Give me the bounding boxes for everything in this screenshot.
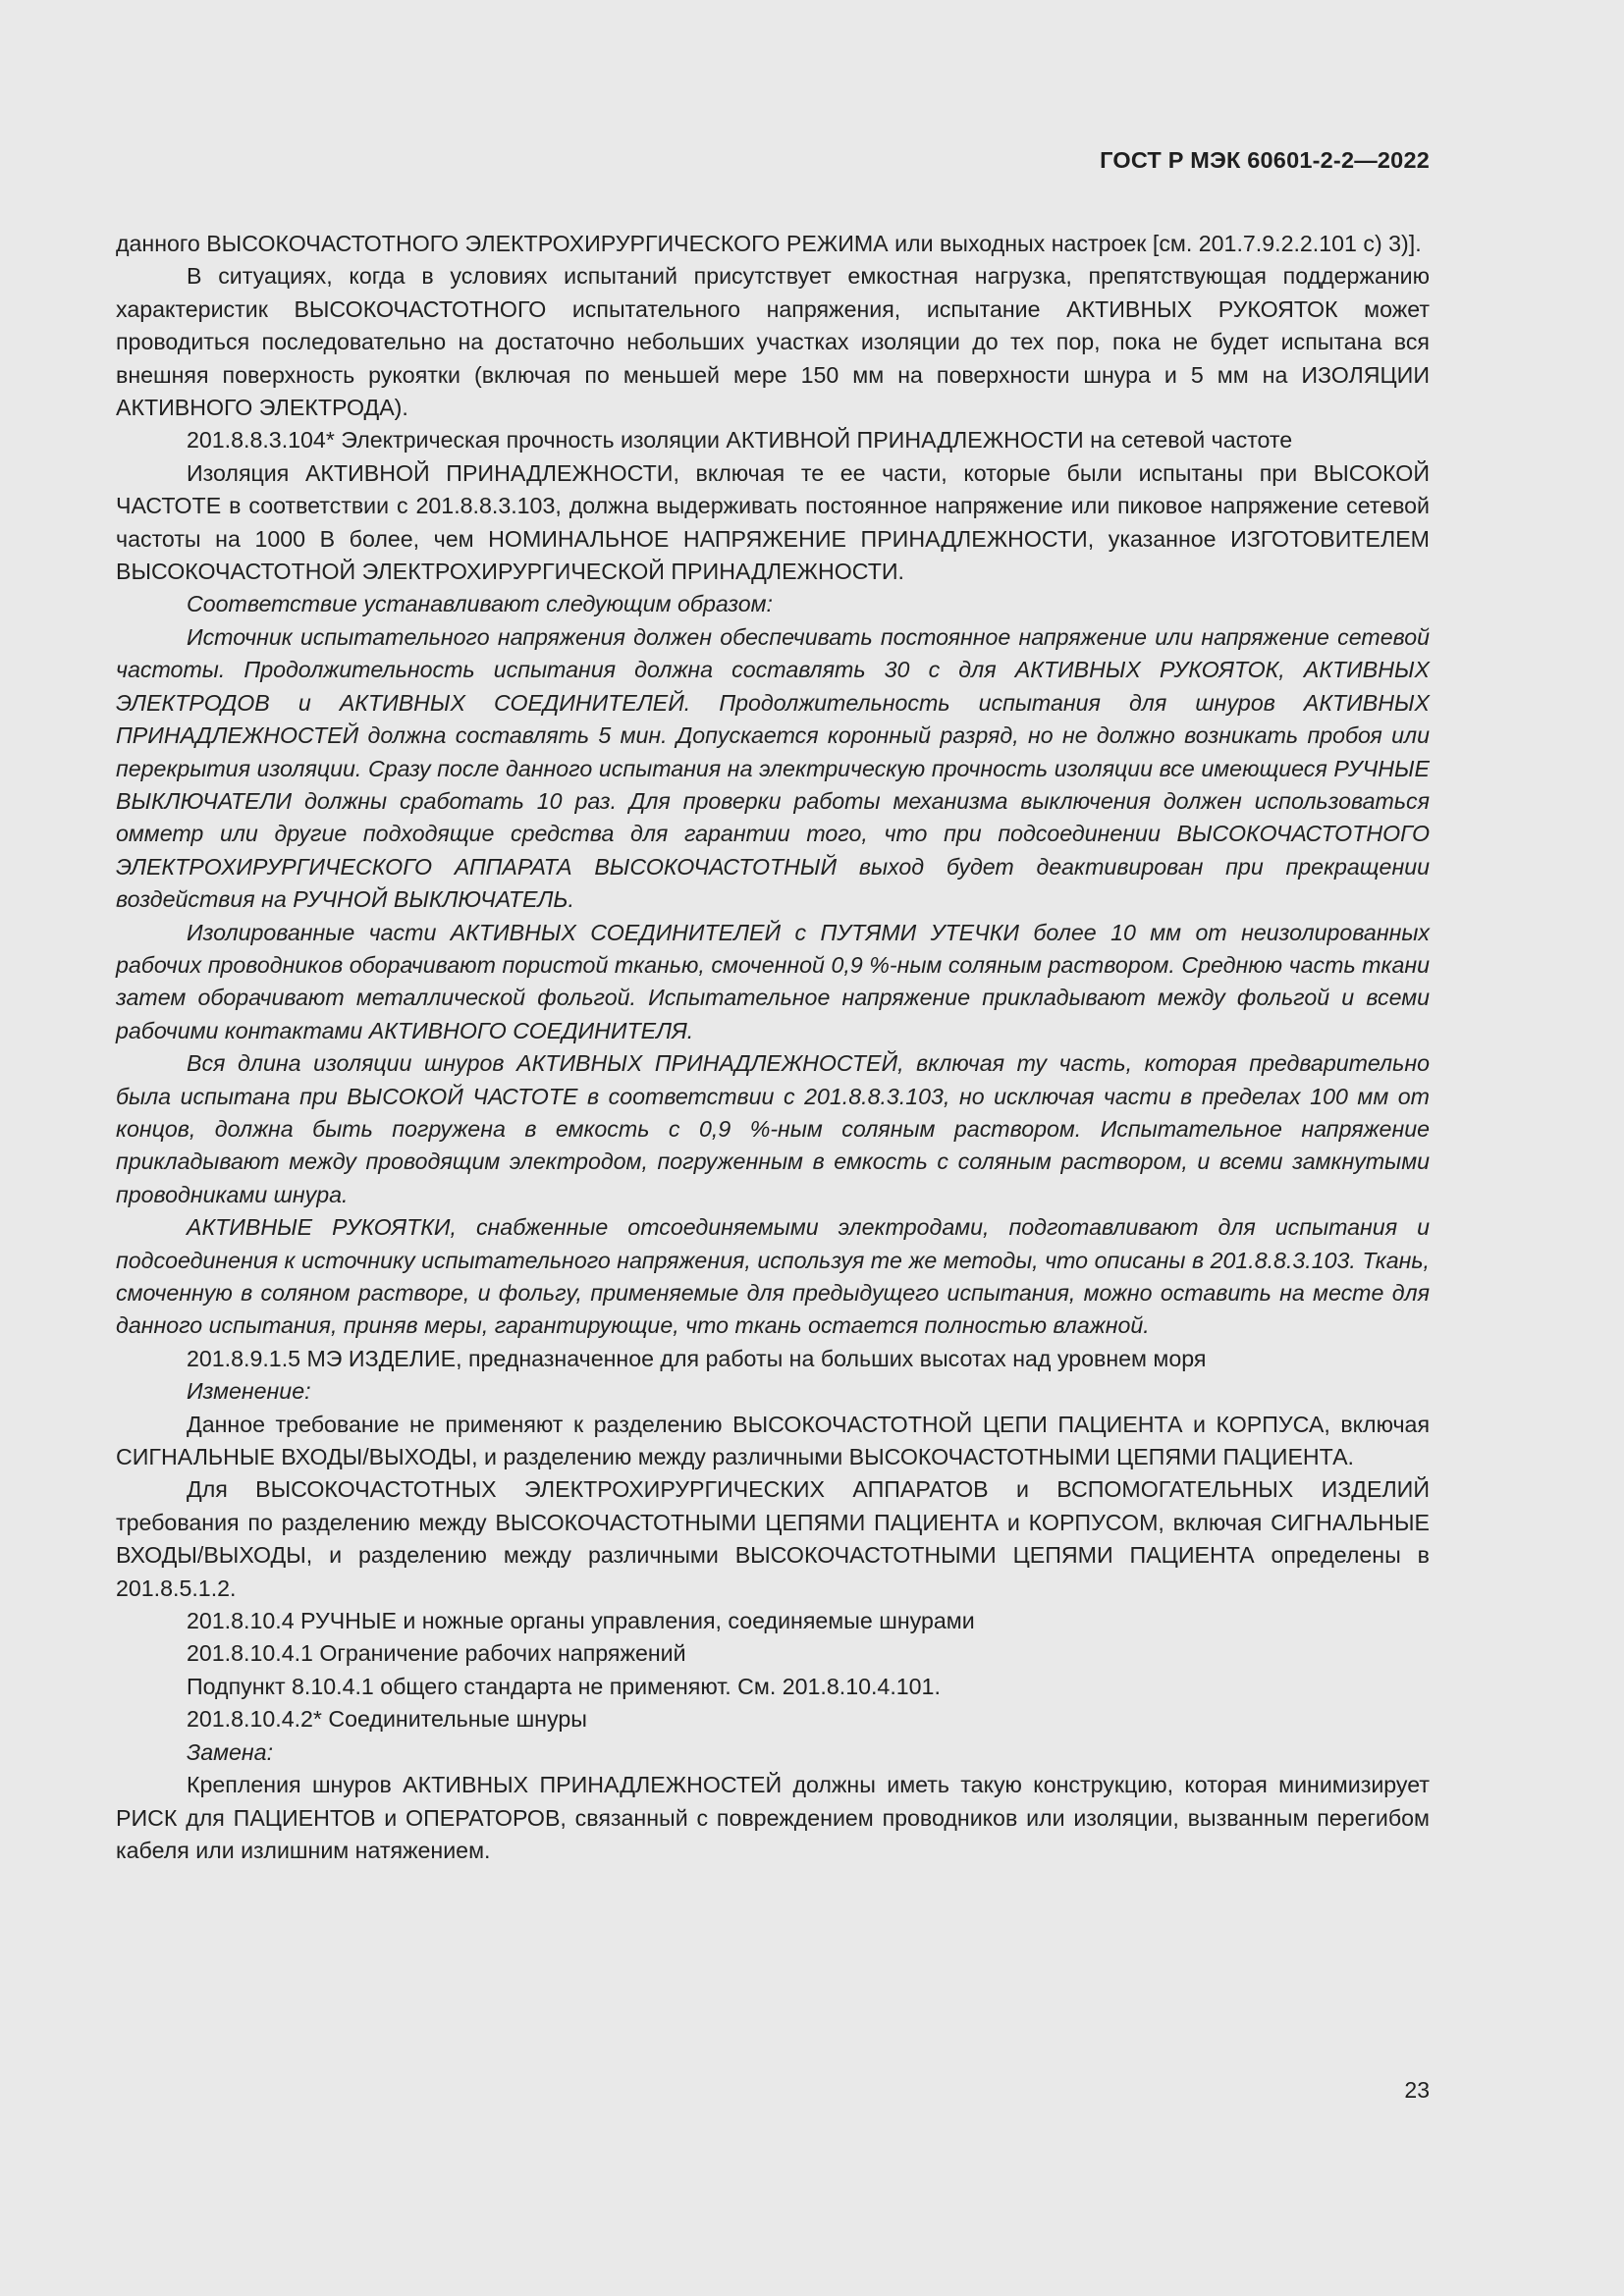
page-number: 23 (1404, 2077, 1430, 2103)
replacement-label: Замена: (187, 1738, 274, 1765)
amendment-label: Изменение: (187, 1378, 311, 1405)
paragraph: Изоляция АКТИВНОЙ ПРИНАДЛЕЖНОСТИ, включая те ее части, которые были испытаны при ВЫСОКОЙ ЧАСТОТЕ в соответствии с 201.8.8.3.103, должна выдерживать постоянное напряжение или пиковое напряжение сетевой частоты на 1000 В более, чем НОМИНАЛЬНОЕ НАПРЯЖЕНИЕ ПРИНАДЛЕЖНОСТИ, указанное ИЗГОТОВИТЕЛЕМ ВЫСОКОЧАСТОТНОЙ ЭЛЕКТРОХИРУРГИЧЕСКОЙ ПРИНАДЛЕЖНОСТИ. (116, 459, 1430, 585)
compliance-paragraph: Источник испытательного напряжения должен обеспечивать постоянное напряжение или напряжение сетевой частоты. Продолжительность испытания должна составлять 30 с для АКТИВНЫХ РУКОЯТОК, АКТИВНЫХ ЭЛЕКТРОДОВ и АКТИВНЫХ СОЕДИНИТЕЛЕЙ. Продолжительность испытания для шнуров АКТИВНЫХ ПРИНАДЛЕЖНОСТЕЙ должна составлять 5 мин. Допускается коронный разряд, но не должно возникать пробоя или перекрытия изоляции. Сразу после данного испытания на электрическую прочность изоляции все имеющиеся РУЧНЫЕ ВЫКЛЮЧАТЕЛИ должны сработать 10 раз. Для проверки работы механизма выключения должен использоваться омметр или другие подходящие средства для гарантии того, что при подсоединении ВЫСОКОЧАСТОТНОГО ЭЛЕКТРОХИРУРГИЧЕСКОГО АППАРАТА ВЫСОКОЧАСТОТНЫЙ выход будет деактивирован при прекращении воздействия на РУЧНОЙ ВЫКЛЮЧАТЕЛЬ. (116, 623, 1430, 913)
compliance-paragraph: Вся длина изоляции шнуров АКТИВНЫХ ПРИНАДЛЕЖНОСТЕЙ, включая ту часть, которая предварительно была испытана при ВЫСОКОЙ ЧАСТОТЕ в соответствии с 201.8.8.3.103, но исключая части в пределах 100 мм от концов, должна быть погружена в емкость с 0,9 %-ным соляным раствором. Испытательное напряжение прикладывают между проводящим электродом, погруженным в емкость с соляным раствором, и всеми замкнутыми проводниками шнура. (116, 1050, 1430, 1207)
document-header: ГОСТ Р МЭК 60601-2-2—2022 (1100, 147, 1430, 173)
paragraph: Крепления шнуров АКТИВНЫХ ПРИНАДЛЕЖНОСТЕЙ должны иметь такую конструкцию, которая минимизирует РИСК для ПАЦИЕНТОВ и ОПЕРАТОРОВ, связанный с повреждением проводников или изоляции, вызванным перегибом кабеля или излишним натяжением. (116, 1772, 1430, 1863)
compliance-intro: Соответствие устанавливают следующим образом: (187, 591, 773, 617)
paragraph: В ситуациях, когда в условиях испытаний присутствует емкостная нагрузка, препятствующая поддержанию характеристик ВЫСОКОЧАСТОТНОГО испытательного напряжения, испытание АКТИВНЫХ РУКОЯТОК может проводиться последовательно на достаточно небольших участках изоляции до тех пор, пока не будет испытана вся внешняя поверхность рукоятки (включая по меньшей мере 150 мм на поверхности шнура и 5 мм на ИЗОЛЯЦИИ АКТИВНОГО ЭЛЕКТРОДА). (116, 263, 1430, 421)
paragraph: Подпункт 8.10.4.1 общего стандарта не применяют. См. 201.8.10.4.101. (187, 1673, 941, 1699)
paragraph: Данное требование не применяют к разделению ВЫСОКОЧАСТОТНОЙ ЦЕПИ ПАЦИЕНТА и КОРПУСА, включая СИГНАЛЬНЫЕ ВХОДЫ/ВЫХОДЫ, и разделению между различными ВЫСОКОЧАСТОТНЫМИ ЦЕПЯМИ ПАЦИЕНТА. (116, 1411, 1430, 1470)
section-heading: 201.8.8.3.104* Электрическая прочность изоляции АКТИВНОЙ ПРИНАДЛЕЖНОСТИ на сетевой частоте (187, 427, 1293, 454)
body-text (116, 228, 1430, 1867)
compliance-paragraph: АКТИВНЫЕ РУКОЯТКИ, снабженные отсоединяемыми электродами, подготавливают для испытания и подсоединения к источнику испытательного напряжения, используя те же методы, что описаны в 201.8.8.3.103. Ткань, смоченную в соляном растворе, и фольгу, применяемые для предыдущего испытания, можно оставить на месте для данного испытания, приняв меры, гарантирующие, что ткань остается полностью влажной. (116, 1214, 1430, 1339)
section-heading: 201.8.10.4.2* Соединительные шнуры (187, 1706, 587, 1733)
section-heading: 201.8.9.1.5 МЭ ИЗДЕЛИЕ, предназначенное для работы на больших высотах над уровнем моря (187, 1345, 1207, 1371)
compliance-paragraph: Изолированные части АКТИВНЫХ СОЕДИНИТЕЛЕЙ с ПУТЯМИ УТЕЧКИ более 10 мм от неизолированных рабочих проводников оборачивают пористой тканью, смоченной 0,9 %-ным соляным раствором. Среднюю часть ткани затем оборачивают металлической фольгой. Испытательное напряжение прикладывают между фольгой и всеми рабочими контактами АКТИВНОГО СОЕДИНИТЕЛЯ. (116, 919, 1430, 1043)
paragraph: Для ВЫСОКОЧАСТОТНЫХ ЭЛЕКТРОХИРУРГИЧЕСКИХ АППАРАТОВ и ВСПОМОГАТЕЛЬНЫХ ИЗДЕЛИЙ требования по разделению между ВЫСОКОЧАСТОТНЫМИ ЦЕПЯМИ ПАЦИЕНТА и КОРПУСОМ, включая СИГНАЛЬНЫЕ ВХОДЫ/ВЫХОДЫ, и разделению между различными ВЫСОКОЧАСТОТНЫМИ ЦЕПЯМИ ПАЦИЕНТА определены в 201.8.5.1.2. (116, 1476, 1430, 1601)
paragraph: данного ВЫСОКОЧАСТОТНОГО ЭЛЕКТРОХИРУРГИЧЕСКОГО РЕЖИМА или выходных настроек [см. 201.7.9.2.2.101 с) 3)]. (116, 231, 1422, 256)
section-heading: 201.8.10.4.1 Ограничение рабочих напряжений (187, 1640, 686, 1667)
section-heading: 201.8.10.4 РУЧНЫЕ и ножные органы управления, соединяемые шнурами (187, 1608, 975, 1634)
